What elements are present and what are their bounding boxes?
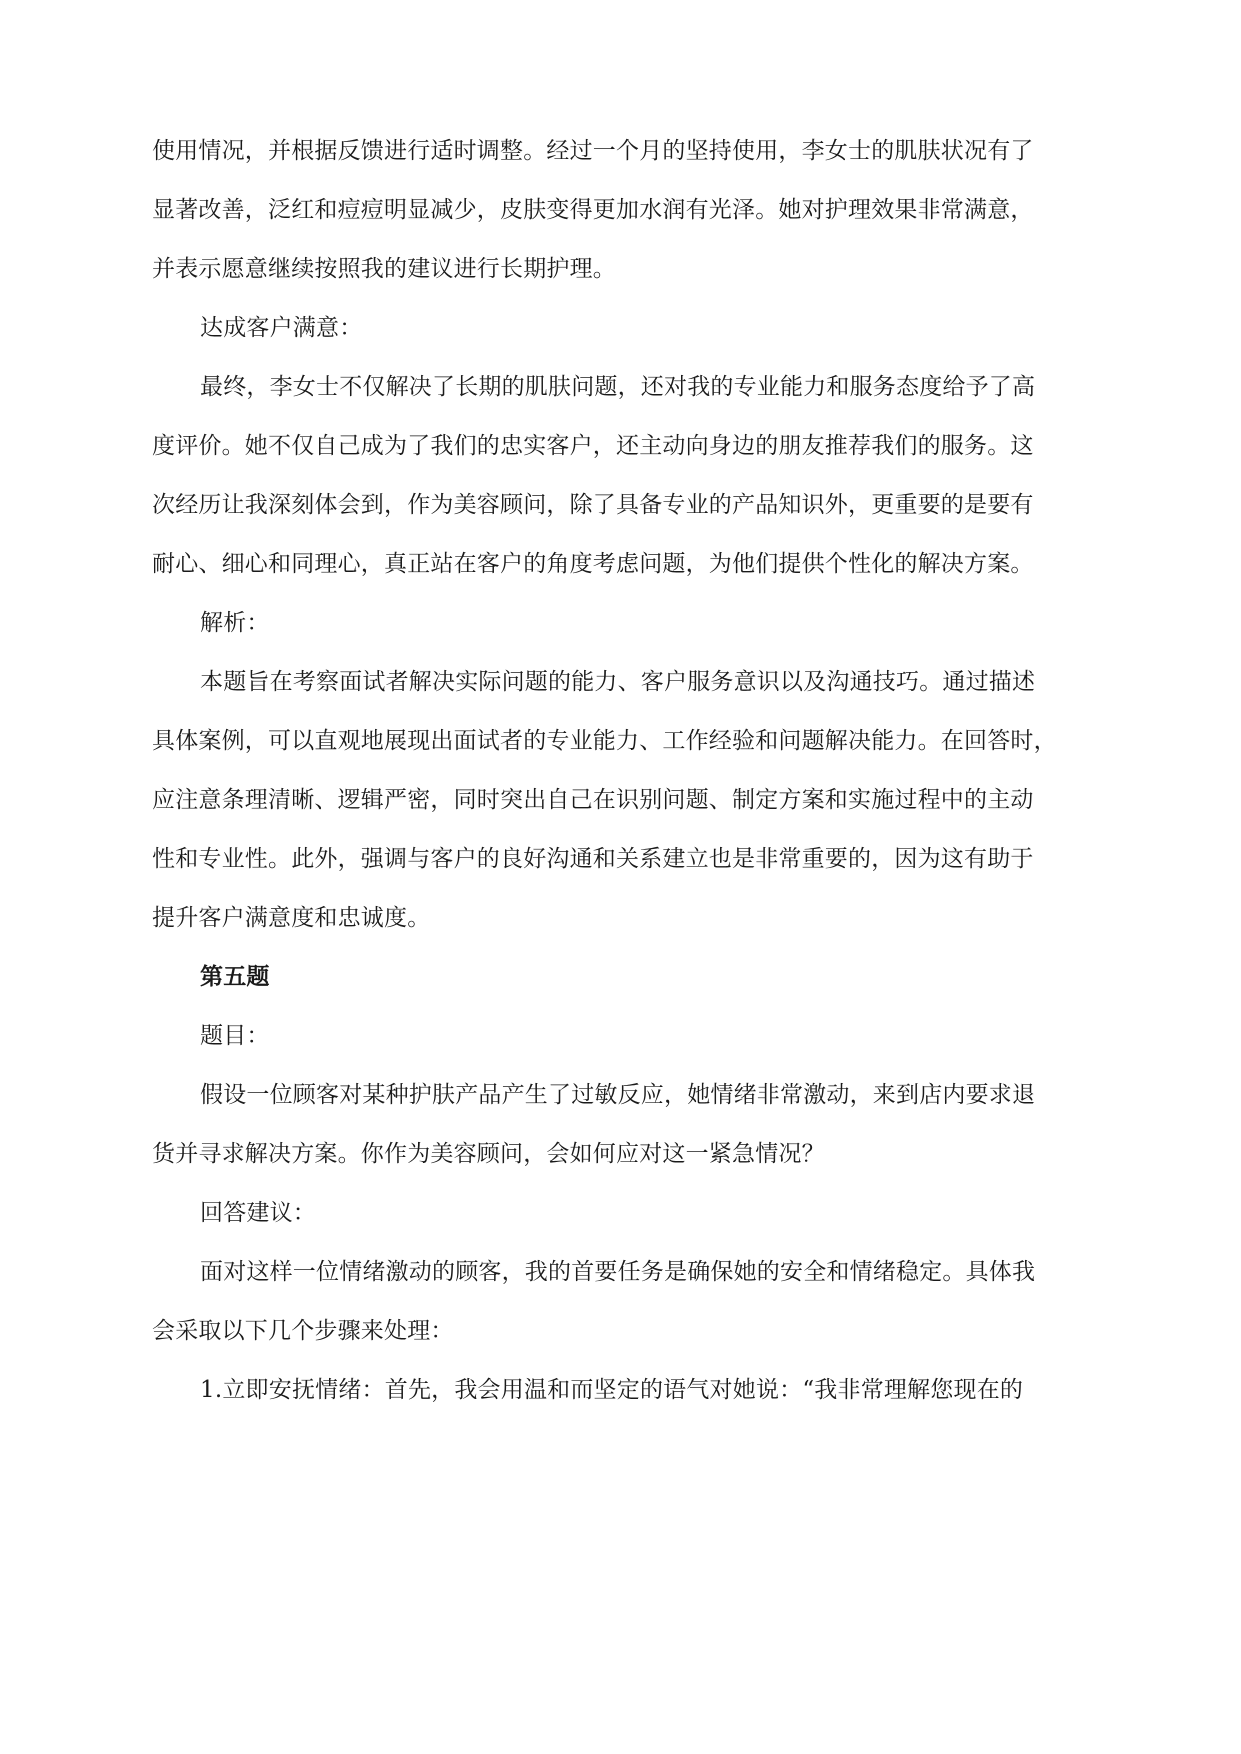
paragraph-line: 具体案例，可以直观地展现出面试者的专业能力、工作经验和问题解决能力。在回答时， [152,728,1057,754]
paragraph-line: 1.立即安抚情绪：首先，我会用温和而坚定的语气对她说：“我非常理解您现在的 [200,1377,1024,1403]
paragraph-line: 货并寻求解决方案。你作为美容顾问，会如何应对这一紧急情况？ [152,1141,825,1167]
paragraph-line: 使用情况，并根据反馈进行适时调整。经过一个月的坚持使用，李女士的肌肤状况有了 [152,138,1034,164]
section-label: 回答建议： [200,1200,316,1226]
paragraph-line: 应注意条理清晰、逻辑严密，同时突出自己在识别问题、制定方案和实施过程中的主动 [152,787,1034,813]
paragraph-line: 次经历让我深刻体会到，作为美容顾问，除了具备专业的产品知识外，更重要的是要有 [152,492,1034,518]
section-label: 达成客户满意： [200,315,363,341]
paragraph-line: 本题旨在考察面试者解决实际问题的能力、客户服务意识以及沟通技巧。通过描述 [200,669,1036,695]
paragraph-line: 面对这样一位情绪激动的顾客，我的首要任务是确保她的安全和情绪稳定。具体我 [200,1259,1036,1285]
paragraph-line: 性和专业性。此外，强调与客户的良好沟通和关系建立也是非常重要的，因为这有助于 [152,846,1034,872]
paragraph-line: 显著改善，泛红和痘痘明显减少，皮肤变得更加水润有光泽。她对护理效果非常满意， [152,197,1034,223]
section-label: 解析： [200,610,270,636]
paragraph-line: 并表示愿意继续按照我的建议进行长期护理。 [152,256,616,282]
paragraph-line: 度评价。她不仅自己成为了我们的忠实客户，还主动向身边的朋友推荐我们的服务。这 [152,433,1034,459]
paragraph-line: 提升客户满意度和忠诚度。 [152,905,431,931]
paragraph-line: 会采取以下几个步骤来处理： [152,1318,454,1344]
section-label: 题目： [200,1023,270,1049]
section-heading: 第五题 [200,964,270,990]
paragraph-line: 假设一位顾客对某种护肤产品产生了过敏反应，她情绪非常激动，来到店内要求退 [200,1082,1036,1108]
paragraph-line: 耐心、细心和同理心，真正站在客户的角度考虑问题，为他们提供个性化的解决方案。 [152,551,1034,577]
paragraph-line: 最终，李女士不仅解决了长期的肌肤问题，还对我的专业能力和服务态度给予了高 [200,374,1036,400]
